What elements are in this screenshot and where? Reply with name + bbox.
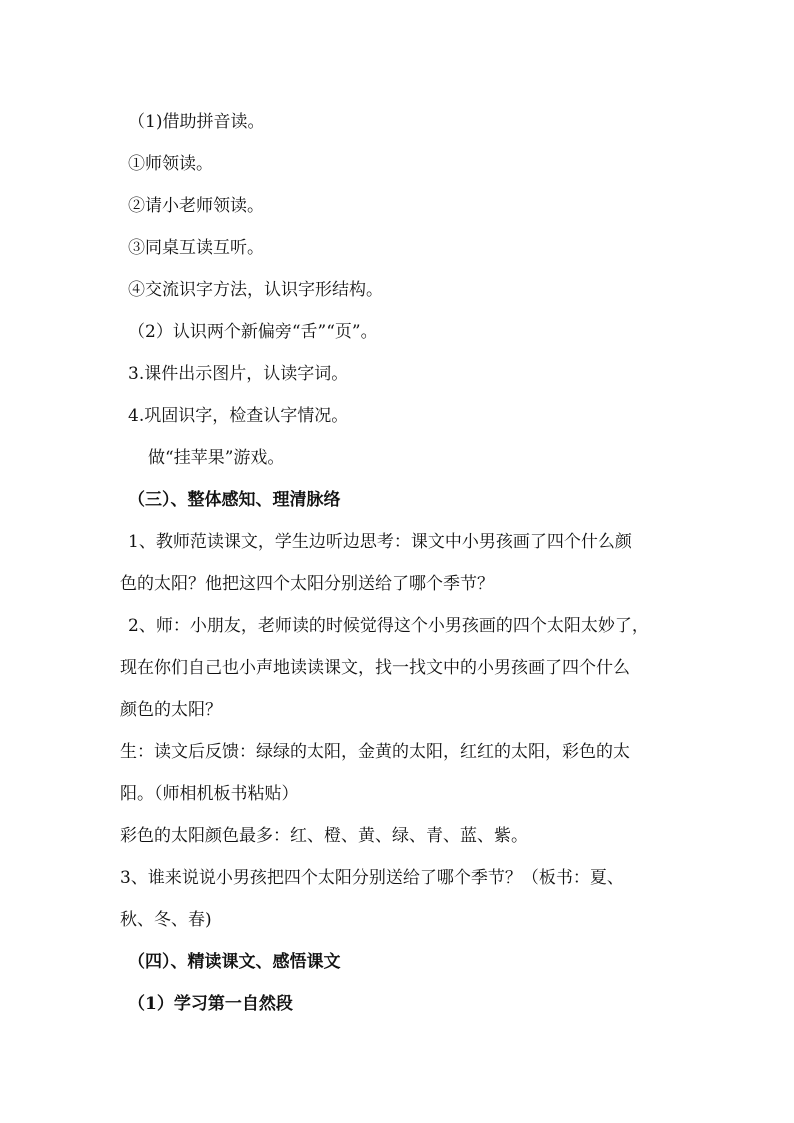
item-1-paragraph [120,521,680,605]
step-exchange-methods: ④交流识字方法，认识字形结构。 [128,280,383,300]
step-new-radicals: （2）认识两个新偏旁“舌”“页”。 [128,322,378,342]
subsection-1-heading: （1）学习第一自然段 [128,994,293,1014]
item-2-line-2: 现在你们自己也小声地读读课文，找一找文中的小男孩画了四个什么 [120,658,630,678]
item-3-line-2: 秋、冬、春) [120,910,212,930]
step-apple-game: 做“挂苹果”游戏。 [148,448,285,468]
step-teacher-reading: ①师领读。 [128,154,213,174]
student-feedback-line-1: 生：读文后反馈：绿绿的太阳，金黄的太阳，红红的太阳，彩色的太 [120,742,630,762]
step-peer-reading: ③同桌互读互听。 [128,238,264,258]
item-2-line-3: 颜色的太阳？ [120,700,222,720]
rainbow-colors-line: 彩色的太阳颜色最多：红、橙、黄、绿、青、蓝、紫。 [120,826,528,846]
item-1-line-2: 色的太阳？他把这四个太阳分别送给了哪个季节？ [120,574,494,594]
student-feedback-paragraph [120,731,680,815]
item-1-line-1: 1、教师范读课文，学生边听边思考：课文中小男孩画了四个什么颜 [128,532,632,552]
item-2-line-1: 2、师：小朋友，老师读的时候觉得这个小男孩画的四个太阳太妙了， [128,616,649,636]
section-3-heading: （三）、整体感知、理清脉络 [128,490,341,510]
item-3-paragraph [120,857,680,941]
step-student-teacher-reading: ②请小老师领读。 [128,196,264,216]
student-feedback-line-2: 阳。（师相机板书粘贴） [120,784,299,804]
step-pinyin-reading: （1)借助拼音读。 [128,112,265,132]
item-3-line-1: 3、谁来说说小男孩把四个太阳分别送给了哪个季节？（板书：夏、 [120,868,624,888]
item-2-paragraph [120,605,680,731]
step-consolidate: 4.巩固识字，检查认字情况。 [128,406,349,426]
document-body [120,101,680,1025]
section-4-heading: （四）、精读课文、感悟课文 [128,952,341,972]
step-courseware-images: 3.课件出示图片，认读字词。 [128,364,349,384]
